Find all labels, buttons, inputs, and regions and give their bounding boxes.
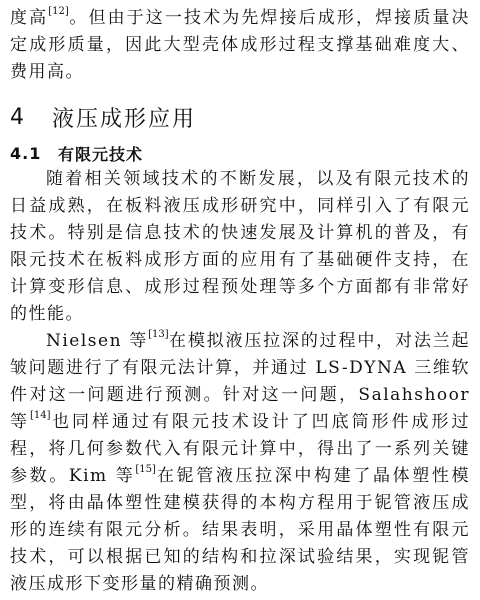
paragraph2-text-3: 也同样通过有限元技术设计了凹底筒形件成形过程，将几何参数代入有限元计算中，得出了一系列关键参数。Kim 等 xyxy=(10,412,471,486)
subsection-heading xyxy=(10,140,470,166)
paragraph2-text-4: 在铌管液压拉深中构建了晶体塑性模型，将由晶体塑性建模获得的本构方程用于铌管液压成形的连续有限元分析。结果表明，采用晶体塑性有限元技术，可以根据已知的结构和拉深试验结果，实现铌管液压成形下变形量的精确预测。 xyxy=(10,466,470,594)
body-paragraph-2 xyxy=(10,328,470,598)
section-number: 4 xyxy=(10,104,26,130)
intro-text-start: 度高 xyxy=(10,8,49,28)
citation-12: [12] xyxy=(48,6,69,18)
citation-13: [13] xyxy=(148,329,169,341)
intro-text-end: 。但由于这一技术为先焊接后成形，焊接质量决定成形质量，因此大型壳体成形过程支撑基础难度大、费用高。 xyxy=(10,8,471,82)
section-heading xyxy=(10,100,470,134)
intro-paragraph xyxy=(10,5,470,86)
subsection-number: 4.1 xyxy=(10,143,42,163)
section-title: 液压成形应用 xyxy=(52,106,197,132)
citation-14: [14] xyxy=(29,410,51,422)
citation-15: [15] xyxy=(135,464,156,476)
paragraph2-text-1: Nielsen 等 xyxy=(46,331,149,351)
body-paragraph-1: 随着相关领域技术的不断发展，以及有限元技术的日益成熟，在板料液压成形研究中，同样引入了有限元技术。特别是信息技术的快速发展及计算机的普及，有限元技术在板料成形方面的应用有了基础硬件支持，在计算变形信息、成形过程预处理等多个方面都有非常好的性能。 xyxy=(10,169,470,324)
subsection-title: 有限元技术 xyxy=(58,144,144,164)
paragraph2-text-2: 在模拟液压拉深的过程中，对法兰起皱问题进行了有限元法计算，并通过 LS-DYNA 三维软件对这一问题进行预测。针对这一问题，Salahshoor 等 xyxy=(10,331,471,432)
